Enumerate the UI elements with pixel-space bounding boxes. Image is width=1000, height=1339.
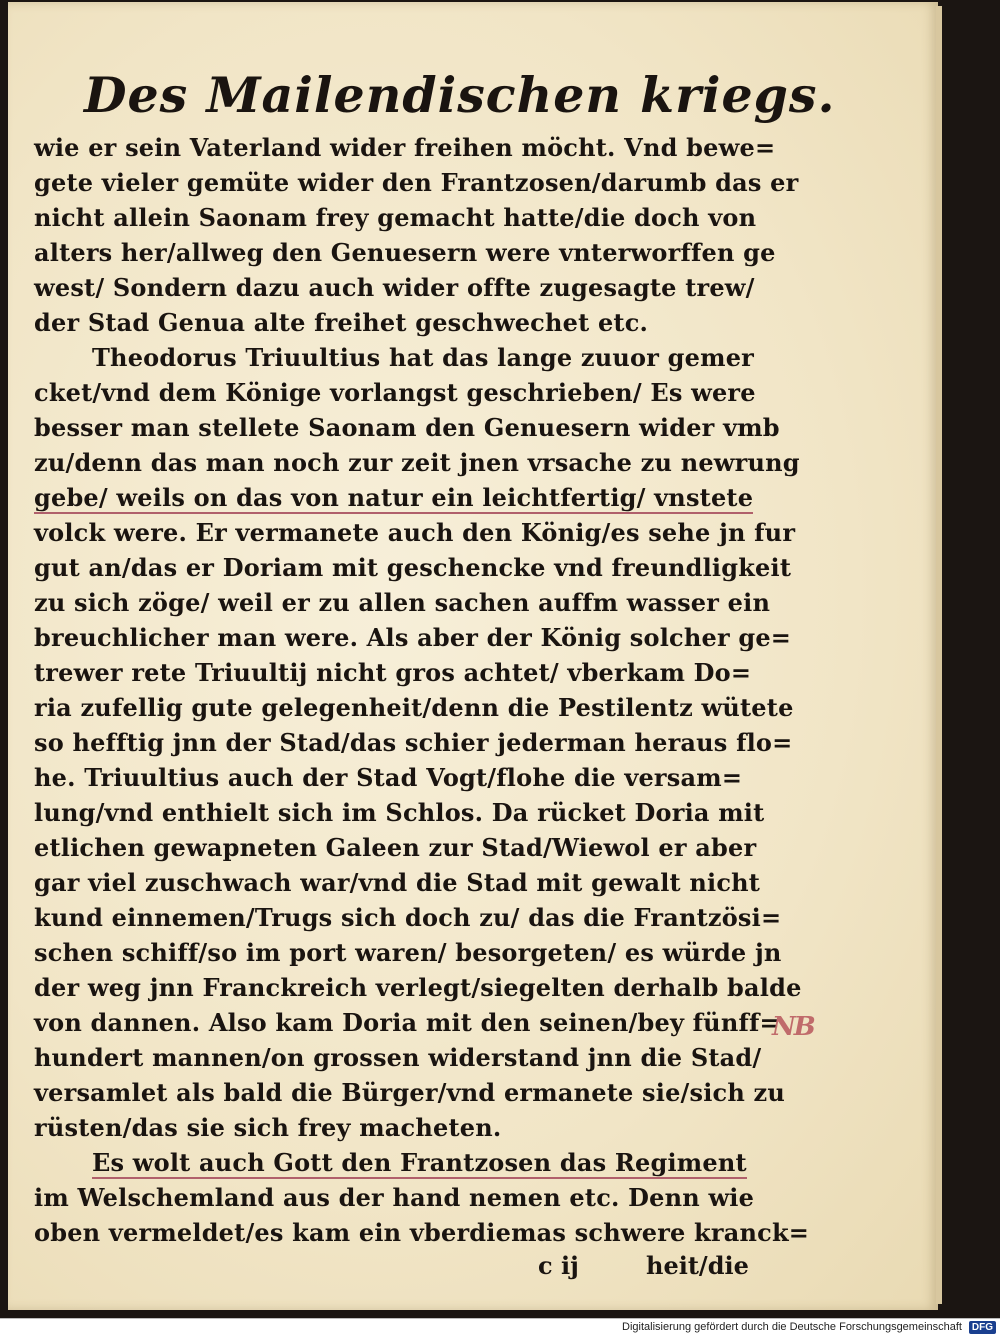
text-line: gut an/das er Doriam mit geschencke vnd freundligkeit [34, 553, 792, 582]
signature-row [34, 1250, 774, 1284]
text-line: cket/vnd dem Könige vorlangst geschrieben/ Es were [34, 378, 756, 407]
text-line: im Welschemland aus der hand nemen etc. Denn wie [34, 1183, 755, 1212]
text-line-underlined [34, 1145, 774, 1180]
text-line: ria zufellig gute gelegenheit/denn die Pestilentz wütete [34, 693, 794, 722]
text-line: trewer rete Triuultij nicht gros achtet/ vberkam Do= [34, 658, 752, 687]
text-line: west/ Sondern dazu auch wider offte zugesagte trew/ [34, 273, 755, 302]
text-line: etlichen gewapneten Galeen zur Stad/Wiewol er aber [34, 833, 757, 862]
text-line: alters her/allweg den Genuesern were vnterworffen ge [34, 238, 776, 267]
text-line: gar viel zuschwach war/vnd die Stad mit gewalt nicht [34, 868, 761, 897]
text-block [34, 60, 836, 1284]
marginal-note: NB [772, 1012, 814, 1042]
text-line: hundert mannen/on grossen widerstand jnn die Stad/ [34, 1043, 762, 1072]
text-line: nicht allein Saonam frey gemacht hatte/die doch von [34, 203, 757, 232]
text-line: schen schiff/so im port waren/ besorgeten/ es würde jn [34, 938, 782, 967]
text-line: gete vieler gemüte wider den Frantzosen/darumb das er [34, 168, 799, 197]
text-line: versamlet als bald die Bürger/vnd ermanete sie/sich zu [34, 1078, 786, 1107]
running-head: Des Mailendischen kriegs. [84, 66, 836, 124]
text-line: wie er sein Vaterland wider freihen möcht. Vnd bewe= [34, 133, 776, 162]
page-edge [936, 6, 942, 1304]
text-line: oben vermeldet/es kam ein vberdiemas schwere kranck= [34, 1218, 810, 1247]
text-line: he. Triuultius auch der Stad Vogt/flohe die versam= [34, 763, 743, 792]
text-line: besser man stellete Saonam den Genuesern wider vmb [34, 413, 780, 442]
catchword: heit/die [646, 1251, 749, 1280]
underlined-text: Es wolt auch Gott den Frantzosen das Regiment [92, 1148, 747, 1177]
footer-bar [0, 1318, 1000, 1339]
text-line: zu/denn das man noch zur zeit jnen vrsache zu newrung [34, 448, 800, 477]
text-line: so hefftig jnn der Stad/das schier jederman heraus flo= [34, 728, 793, 757]
text-line: kund einnemen/Trugs sich doch zu/ das die Frantzösi= [34, 903, 782, 932]
underlined-text: gebe/ weils on das von natur ein leichtfertig/ vnstete [34, 483, 754, 512]
text-line: der weg jnn Franckreich verlegt/siegelten derhalb balde [34, 973, 802, 1002]
text-line: volck were. Er vermanete auch den König/es sehe jn fur [34, 518, 796, 547]
text-line: lung/vnd enthielt sich im Schlos. Da rücket Doria mit [34, 798, 765, 827]
signature-mark: c ij [538, 1251, 579, 1280]
footer-credit: Digitalisierung gefördert durch die Deutsche Forschungsgemeinschaft [622, 1321, 962, 1333]
text-line: zu sich zöge/ weil er zu allen sachen auffm wasser ein [34, 588, 771, 617]
text-line: von dannen. Also kam Doria mit den seinen/bey fünff= [34, 1008, 780, 1037]
text-line-underlined [34, 480, 774, 515]
text-line: der Stad Genua alte freihet geschwechet etc. [34, 308, 649, 337]
text-line: breuchlicher man were. Als aber der König solcher ge= [34, 623, 792, 652]
text-line: Theodorus Triuultius hat das lange zuuor gemer [92, 343, 755, 372]
dfg-logo: DFG [969, 1321, 996, 1334]
text-line: rüsten/das sie sich frey macheten. [34, 1113, 502, 1142]
